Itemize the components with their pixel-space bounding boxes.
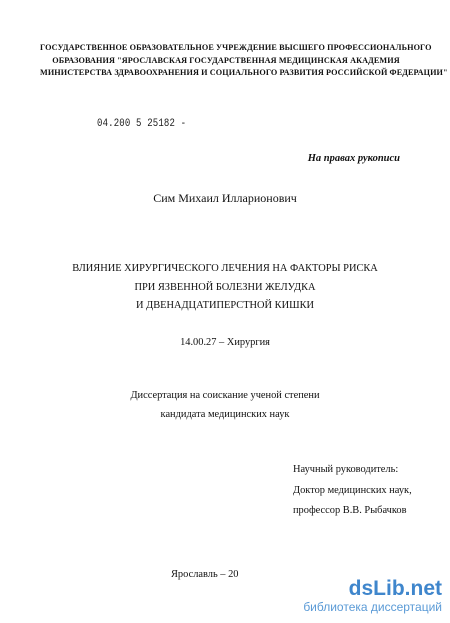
author-name: Сим Михаил Илларионович bbox=[153, 191, 297, 205]
degree-line-1: Диссертация на соискание ученой степени bbox=[130, 390, 320, 401]
institution-line-1: ГОСУДАРСТВЕННОЕ ОБРАЗОВАТЕЛЬНОЕ УЧРЕЖДЕНИЕ ВЫСШЕГО ПРОФЕССИОНАЛЬНОГО bbox=[40, 43, 432, 52]
scientific-advisor bbox=[293, 460, 412, 522]
degree-line-2: кандидата медицинских наук bbox=[160, 409, 290, 420]
dissertation-title bbox=[0, 260, 450, 316]
institution-line-2: ОБРАЗОВАНИЯ "ЯРОСЛАВСКАЯ ГОСУДАРСТВЕННАЯ МЕДИЦИНСКАЯ АКАДЕМИЯ bbox=[52, 55, 400, 65]
advisor-line-1: Научный руководитель: bbox=[293, 464, 399, 475]
title-line-2: ПРИ ЯЗВЕННОЙ БОЛЕЗНИ ЖЕЛУДКА bbox=[134, 281, 316, 293]
rights-note: На правах рукописи bbox=[307, 153, 400, 164]
registration-stamp: 04.200 5 25182 - bbox=[97, 118, 187, 130]
watermark-tagline: библиотека диссертаций bbox=[303, 600, 442, 614]
institution-line-3: МИНИСТЕРСТВА ЗДРАВООХРАНЕНИЯ И СОЦИАЛЬНОГО РАЗВИТИЯ РОССИЙСКОЙ ФЕДЕРАЦИИ" bbox=[40, 68, 448, 77]
title-line-3: И ДВЕНАДЦАТИПЕРСТНОЙ КИШКИ bbox=[136, 300, 314, 311]
institution-header bbox=[40, 42, 448, 80]
advisor-line-2: Доктор медицинских наук, bbox=[293, 484, 412, 496]
watermark-name: dsLib.net bbox=[348, 577, 442, 600]
advisor-line-3: профессор В.В. Рыбачков bbox=[293, 505, 407, 516]
watermark-logo[interactable] bbox=[297, 578, 442, 614]
city-year: Ярославль – 20 bbox=[171, 569, 239, 580]
specialty-code: 14.00.27 – Хирургия bbox=[180, 337, 270, 348]
title-line-1: ВЛИЯНИЕ ХИРУРГИЧЕСКОГО ЛЕЧЕНИЯ НА ФАКТОРЫ РИСКА bbox=[72, 263, 378, 274]
degree-statement bbox=[0, 386, 450, 424]
